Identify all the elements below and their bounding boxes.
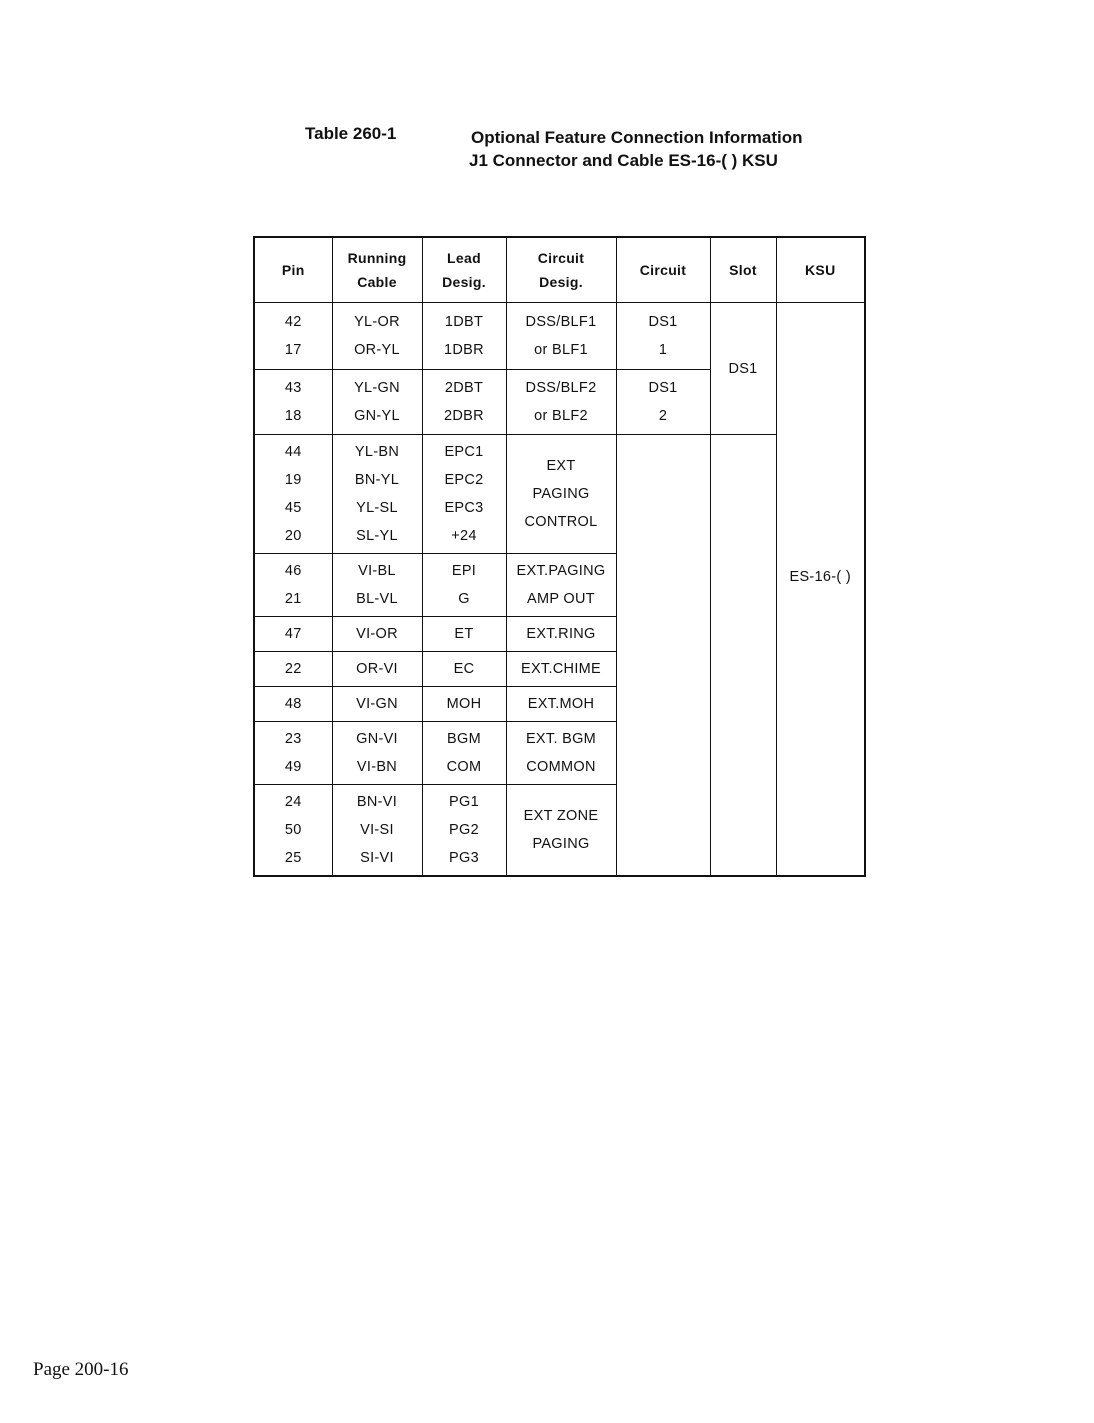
pin-cell: 42 17 bbox=[254, 303, 332, 370]
pin-cell: 43 18 bbox=[254, 370, 332, 435]
lead-cell: EPI G bbox=[422, 554, 506, 617]
slot-cell-blank bbox=[710, 435, 776, 877]
desig-cell: DSS/BLF2 or BLF2 bbox=[506, 370, 616, 435]
desig-cell: EXT ZONE PAGING bbox=[506, 785, 616, 877]
cable-cell: VI-BL BL-VL bbox=[332, 554, 422, 617]
header-pin: Pin bbox=[254, 237, 332, 303]
pin-cell: 48 bbox=[254, 687, 332, 722]
cable-cell: VI-GN bbox=[332, 687, 422, 722]
circuit-cell: DS1 1 bbox=[616, 303, 710, 370]
circuit-cell-blank bbox=[616, 435, 710, 877]
header-ksu: KSU bbox=[776, 237, 865, 303]
cable-cell: GN-VI VI-BN bbox=[332, 722, 422, 785]
lead-cell: PG1 PG2 PG3 bbox=[422, 785, 506, 877]
table-row bbox=[254, 435, 865, 554]
cable-cell: YL-GN GN-YL bbox=[332, 370, 422, 435]
pin-cell: 46 21 bbox=[254, 554, 332, 617]
table-row bbox=[254, 303, 865, 370]
lead-cell: 1DBT 1DBR bbox=[422, 303, 506, 370]
lead-cell: ET bbox=[422, 617, 506, 652]
cable-cell: OR-VI bbox=[332, 652, 422, 687]
header-row bbox=[254, 237, 865, 303]
header-running-cable: Running Cable bbox=[332, 237, 422, 303]
pin-cell: 44 19 45 20 bbox=[254, 435, 332, 554]
ksu-cell: ES-16-( ) bbox=[776, 303, 865, 877]
header-lead-desig: Lead Desig. bbox=[422, 237, 506, 303]
lead-cell: EC bbox=[422, 652, 506, 687]
desig-cell: EXT. BGM COMMON bbox=[506, 722, 616, 785]
connection-table bbox=[253, 236, 866, 877]
header-circuit: Circuit bbox=[616, 237, 710, 303]
lead-cell: BGM COM bbox=[422, 722, 506, 785]
slot-cell: DS1 bbox=[710, 303, 776, 435]
cable-cell: YL-OR OR-YL bbox=[332, 303, 422, 370]
desig-cell: DSS/BLF1 or BLF1 bbox=[506, 303, 616, 370]
desig-cell: EXT.RING bbox=[506, 617, 616, 652]
header-slot: Slot bbox=[710, 237, 776, 303]
circuit-cell: DS1 2 bbox=[616, 370, 710, 435]
lead-cell: MOH bbox=[422, 687, 506, 722]
desig-cell: EXT.CHIME bbox=[506, 652, 616, 687]
desig-cell: EXT.MOH bbox=[506, 687, 616, 722]
table-number: Table 260-1 bbox=[305, 124, 397, 143]
pin-cell: 47 bbox=[254, 617, 332, 652]
pin-cell: 23 49 bbox=[254, 722, 332, 785]
page-number: Page 200-16 bbox=[33, 1359, 129, 1380]
table-title-line-1: Optional Feature Connection Information bbox=[471, 128, 803, 147]
cable-cell: VI-OR bbox=[332, 617, 422, 652]
cable-cell: BN-VI VI-SI SI-VI bbox=[332, 785, 422, 877]
desig-cell: EXT.PAGING AMP OUT bbox=[506, 554, 616, 617]
lead-cell: 2DBT 2DBR bbox=[422, 370, 506, 435]
cable-cell: YL-BN BN-YL YL-SL SL-YL bbox=[332, 435, 422, 554]
pin-cell: 24 50 25 bbox=[254, 785, 332, 877]
pin-cell: 22 bbox=[254, 652, 332, 687]
header-circuit-desig: Circuit Desig. bbox=[506, 237, 616, 303]
table-title-line-2: J1 Connector and Cable ES-16-( ) KSU bbox=[469, 151, 778, 170]
lead-cell: EPC1 EPC2 EPC3 +24 bbox=[422, 435, 506, 554]
desig-cell: EXT PAGING CONTROL bbox=[506, 435, 616, 554]
